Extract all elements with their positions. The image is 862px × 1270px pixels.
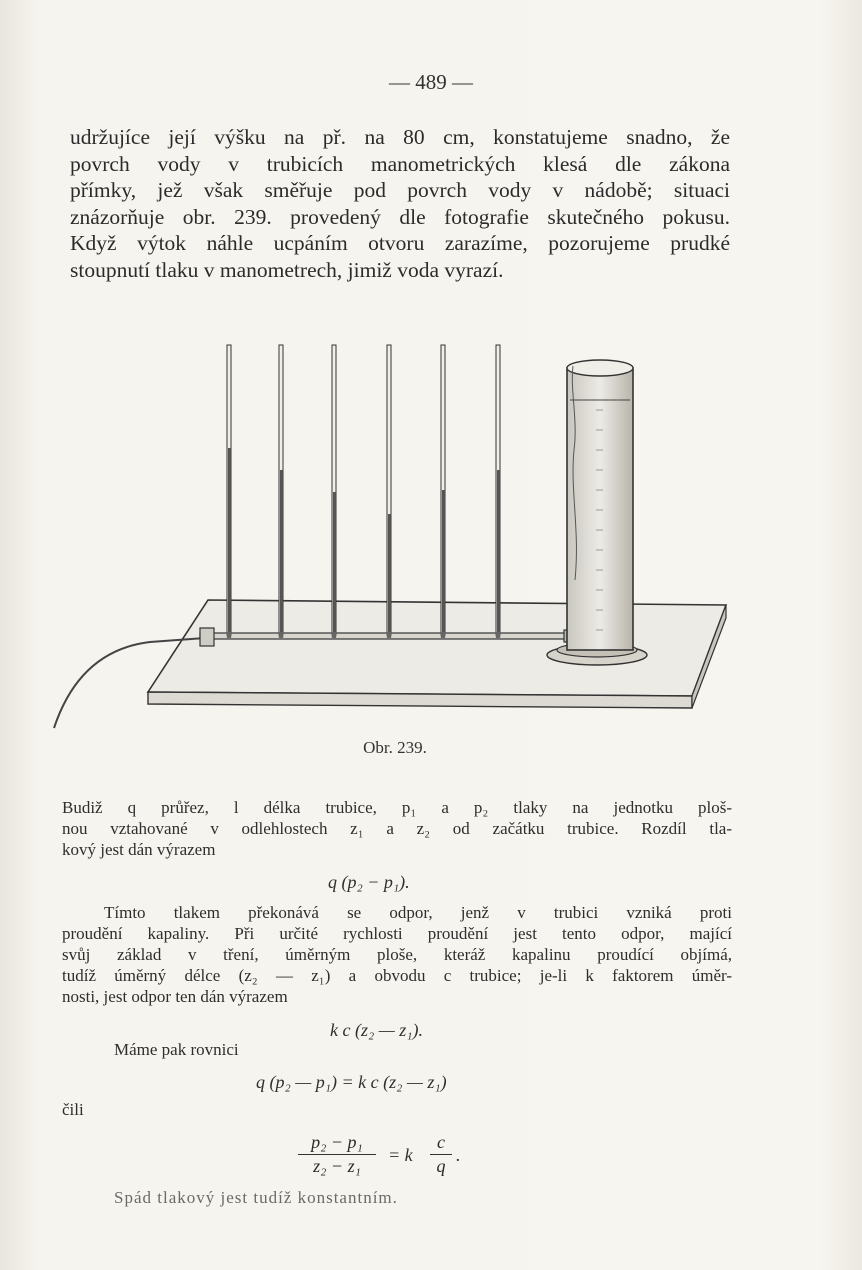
text-cili: čili xyxy=(62,1100,84,1119)
fraction-period: . xyxy=(456,1145,461,1165)
manometer-tube xyxy=(440,345,446,638)
text-line: svůj základ v tření, úměrným ploše, kteráž kapalinu proudící objímá, xyxy=(62,945,732,964)
apparatus-illustration xyxy=(40,330,740,750)
fraction-denominator: q xyxy=(436,1156,446,1176)
text-line: nou vztahované v odlehlostech z₁ a z₂ od začátku trubice. Rozdíl tla- xyxy=(62,819,732,838)
fraction-left xyxy=(298,1132,376,1177)
fraction-right xyxy=(430,1132,452,1177)
paragraph-resistance xyxy=(62,902,732,1007)
fraction-denominator: z₂ − z₁ xyxy=(313,1156,361,1176)
paragraph-top xyxy=(70,124,730,283)
text-line: znázorňuje obr. 239. provedený dle fotografie skutečného pokusu. xyxy=(70,204,730,229)
text-line: kový jest dán výrazem xyxy=(62,840,216,859)
text-line: Tímto tlakem překonává se odpor, jenž v trubici vzniká proti xyxy=(104,903,732,922)
equation-balance: q (p₂ — p₁) = k c (z₂ — z₁) xyxy=(256,1072,447,1092)
equation-resistance: k c (z₂ — z₁). xyxy=(330,1020,423,1040)
page-number: — 489 — xyxy=(389,70,473,94)
text-line: nosti, jest odpor ten dán výrazem xyxy=(62,987,288,1006)
manometer-tube xyxy=(278,345,284,638)
text-line: povrch vody v trubicích manometrických klesá dle zákona xyxy=(70,151,730,176)
manometer-tube xyxy=(386,345,392,638)
text-line: přímky, jež však směřuje pod povrch vody v nádobě; situaci xyxy=(70,178,730,202)
equals-k: = k xyxy=(388,1145,413,1165)
text-line: udržujíce její výšku na př. na 80 cm, konstatujeme snadno, že xyxy=(70,125,730,149)
figure-caption: Obr. 239. xyxy=(363,738,427,757)
manometer-tube xyxy=(495,345,501,638)
text-mame-pak: Máme pak rovnici xyxy=(114,1040,239,1059)
text-line: Když výtok náhle ucpáním otvoru zarazíme, pozorujeme prudké xyxy=(70,231,730,255)
conclusion-line: Spád tlakový jest tudíž konstantním. xyxy=(114,1188,398,1207)
fraction-numerator: c xyxy=(437,1132,445,1152)
text-line: tudíž úměrný délce (z₂ — z₁) a obvodu c trubice; je-li k faktorem úměr- xyxy=(62,966,732,985)
paragraph-define xyxy=(62,797,732,860)
text-line: stoupnutí tlaku v manometrech, jimiž voda vyrazí. xyxy=(70,257,504,282)
manometer-tube xyxy=(331,345,337,638)
text-line: proudění kapaliny. Při určité rychlosti proudění jest tento odpor, mající xyxy=(62,924,732,943)
equation-pressure-difference: q (p₂ − p₁). xyxy=(328,872,410,892)
manometer-tubes xyxy=(226,345,501,638)
manometer-tube xyxy=(226,345,232,638)
fraction-numerator: p₂ − p₁ xyxy=(311,1132,363,1152)
text-line: Budiž q průřez, l délka trubice, p₁ a p₂ tlaky na jednotku ploš- xyxy=(62,798,732,817)
